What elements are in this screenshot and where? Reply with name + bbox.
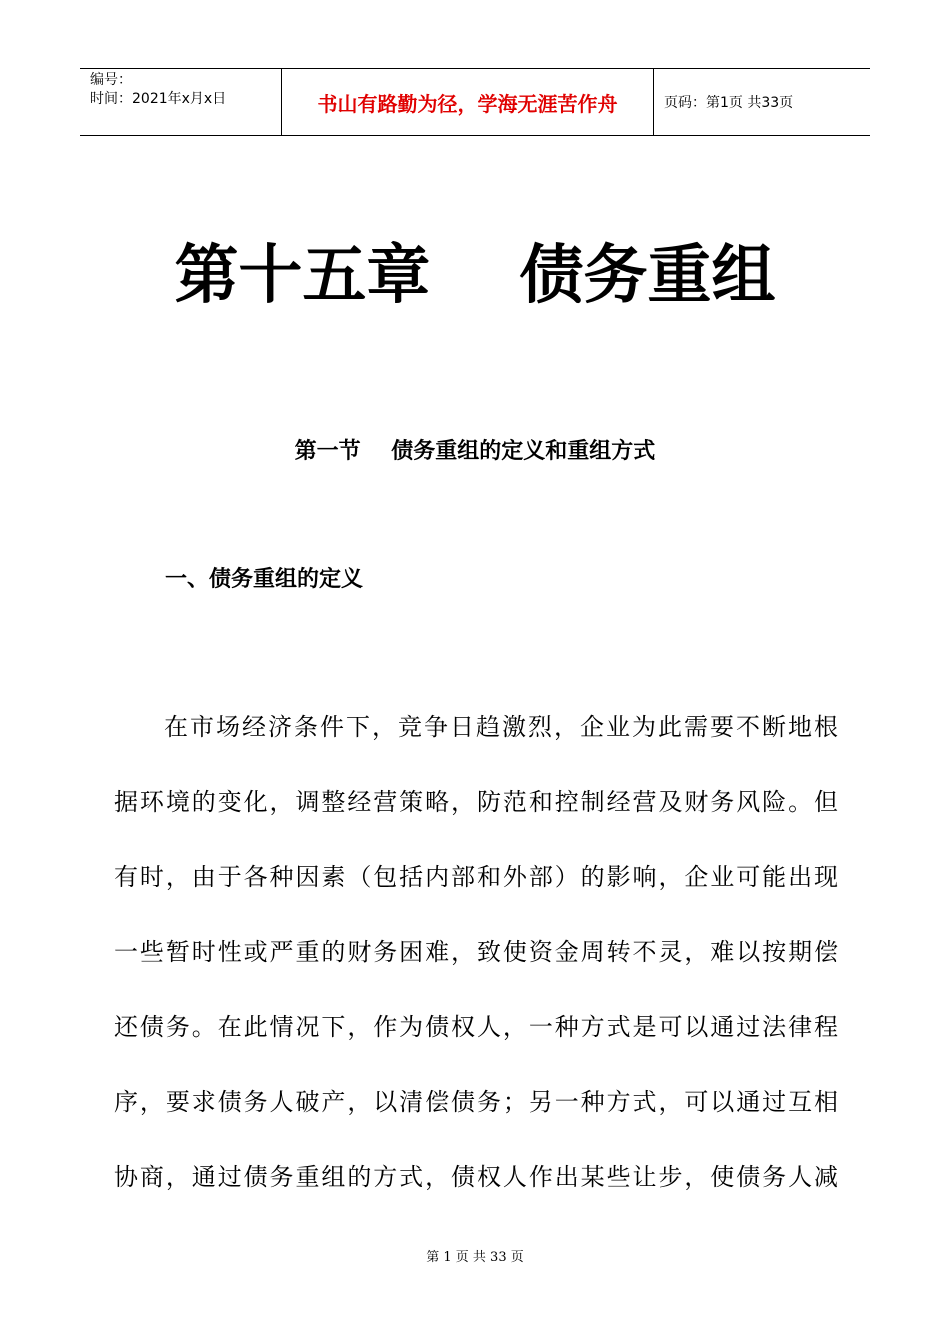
body-line: 有时，由于各种因素（包括内部和外部）的影响，企业可能出现 xyxy=(114,863,838,891)
body-line: 序，要求债务人破产，以清偿债务；另一种方式，可以通过互相 xyxy=(114,1088,838,1116)
page-footer: 第 1 页 共 33 页 xyxy=(426,1250,524,1265)
header-meta xyxy=(80,69,282,135)
subsection-title: 一、债务重组的定义 xyxy=(165,567,364,592)
section-title: 第一节 债务重组的定义和重组方式 xyxy=(294,439,656,464)
document-header xyxy=(80,68,870,136)
body-line: 协商，通过债务重组的方式，债权人作出某些让步，使债务人减 xyxy=(114,1163,838,1191)
body-line: 据环境的变化，调整经营策略，防范和控制经营及财务风险。但 xyxy=(114,788,838,816)
header-page-info: 页码：第1页 共33页 xyxy=(664,95,794,111)
document-number-label: 编号： xyxy=(90,72,132,88)
chapter-title: 第十五章 债务重组 xyxy=(174,239,776,313)
body-line: 在市场经济条件下，竞争日趋激烈，企业为此需要不断地根 xyxy=(164,713,838,741)
header-motto: 书山有路勤为径，学海无涯苦作舟 xyxy=(282,69,654,135)
body-paragraph xyxy=(114,690,838,1215)
body-line: 还债务。在此情况下，作为债权人，一种方式是可以通过法律程 xyxy=(114,1013,838,1041)
document-time-label: 时间：2021年x月x日 xyxy=(90,91,227,107)
body-line: 一些暂时性或严重的财务困难，致使资金周转不灵，难以按期偿 xyxy=(114,938,838,966)
